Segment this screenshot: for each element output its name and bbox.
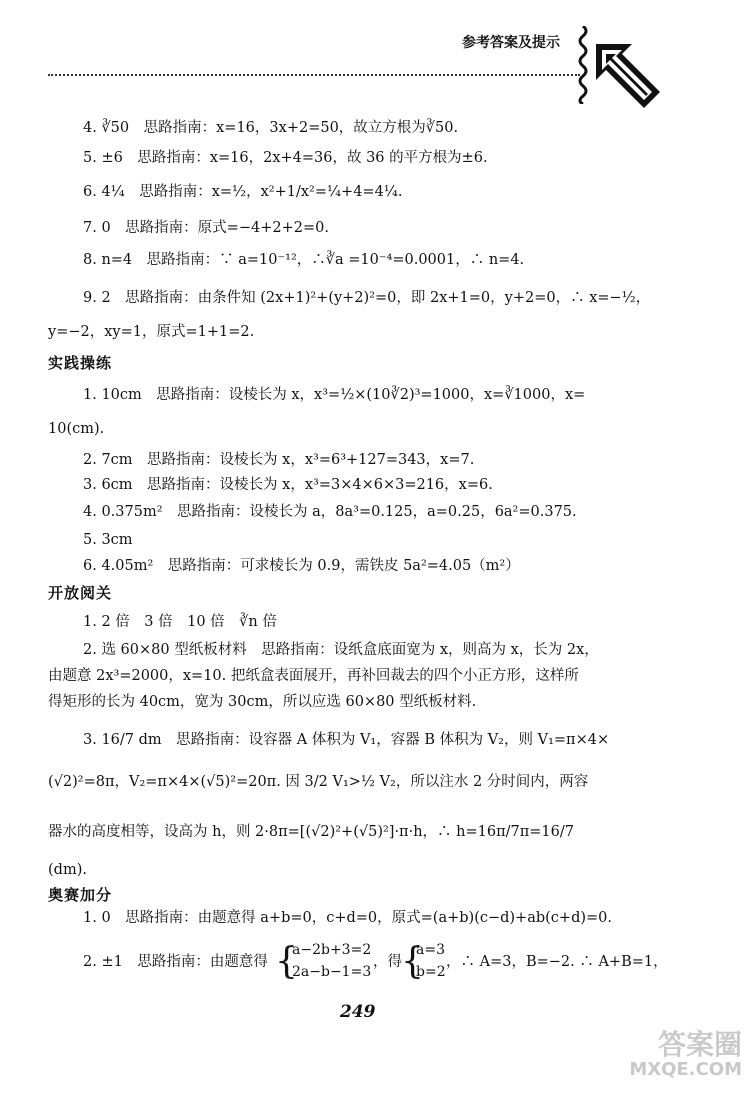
open-line-3d: (dm). [48,862,87,878]
page-number: 249 [340,1002,376,1022]
header-divider [48,74,580,76]
open-line-3a: 3. 16/7 dm 思路指南：设容器 A 体积为 V₁，容器 B 体积为 V₂，则 V₁=π×4× [83,732,610,748]
answer-line-4: 4. ∛50 思路指南：x=16，3x+2=50，故立方根为∛50. [83,120,459,136]
answer-line-6: 6. 4¼ 思路指南：x=½，x²+1/x²=¼+4=4¼. [83,184,403,200]
open-line-2a: 2. 选 60×80 型纸板材料 思路指南：设纸盒底面宽为 x，则高为 x，长为 2x， [83,642,599,658]
open-line-2c: 得矩形的长为 40cm，宽为 30cm，所以应选 60×80 型纸板材料. [48,694,477,710]
watermark-url: MXQE.COM [629,1059,742,1080]
system-1-eq-a: a−2b+3=2 [292,942,372,958]
section-heading-bonus: 奥赛加分 [48,886,113,904]
arrow-icon [592,40,664,112]
watermark [622,1030,742,1086]
system-brace-1: { [275,941,298,982]
open-line-2b: 由题意 2x³=2000，x=10. 把纸盒表面展开，再补回裁去的四个小正方形，这样所 [48,668,579,684]
answer-line-7: 7. 0 思路指南：原式=−4+2+2=0. [83,220,329,236]
section-heading-practice: 实践操练 [48,354,113,372]
answer-line-8: 8. n=4 思路指南：∵ a=10⁻¹²，∴∛a =10⁻⁴=0.0001，∴ n=4. [83,252,525,268]
watermark-logo: 答案圈 [657,1028,742,1061]
bonus-line-2-lead: 2. ±1 思路指南：由题意得 [83,954,268,970]
answer-line-9b: y=−2，xy=1，原式=1+1=2. [48,324,255,340]
practice-line-3: 3. 6cm 思路指南：设棱长为 x，x³=3×4×6×3=216，x=6. [83,477,493,493]
answer-line-9a: 9. 2 思路指南：由条件知 (2x+1)²+(y+2)²=0，即 2x+1=0，y+2=0，∴ x=−½， [83,290,651,306]
wavy-edge-decoration [576,26,590,104]
practice-line-1a: 1. 10cm 思路指南：设棱长为 x，x³=½×(10∛2)³=1000，x=∛1000，x= [83,387,586,403]
bonus-line-2-mid: ，得 [373,954,402,970]
system-brace-2: { [401,941,424,982]
practice-line-6: 6. 4.05m² 思路指南：可求棱长为 0.9，需铁皮 5a²=4.05（m²） [83,558,520,574]
open-line-3c: 器水的高度相等，设高为 h，则 2·8π=[(√2)²+(√5)²]·π·h，∴ h=16π/7π=16/7 [48,824,574,840]
practice-line-4: 4. 0.375m² 思路指南：设棱长为 a，8a³=0.125，a=0.25，6a²=0.375. [83,504,577,520]
practice-line-1b: 10(cm). [48,421,105,437]
section-heading-open: 开放阅关 [48,584,113,602]
open-line-3b: (√2)²=8π，V₂=π×4×(√5)²=20π. 因 3/2 V₁>½ V₂，所以注水 2 分时间内，两容 [48,774,589,790]
system-2-eq-a: a=3 [416,942,445,958]
bonus-line-2-end: ，∴ A=3，B=−2. ∴ A+B=1， [446,954,668,970]
header-title: 参考答案及提示 [462,35,560,51]
practice-line-5: 5. 3cm [83,532,133,548]
practice-line-2: 2. 7cm 思路指南：设棱长为 x，x³=6³+127=343，x=7. [83,452,475,468]
bonus-line-1: 1. 0 思路指南：由题意得 a+b=0，c+d=0，原式=(a+b)(c−d)+ab(c+d)=0. [83,910,612,926]
system-2-eq-b: b=2 [416,964,446,980]
answer-line-5: 5. ±6 思路指南：x=16，2x+4=36，故 36 的平方根为±6. [83,150,488,166]
open-line-1: 1. 2 倍 3 倍 10 倍 ∛n 倍 [83,614,277,630]
system-1-eq-b: 2a−b−1=3 [292,964,372,980]
